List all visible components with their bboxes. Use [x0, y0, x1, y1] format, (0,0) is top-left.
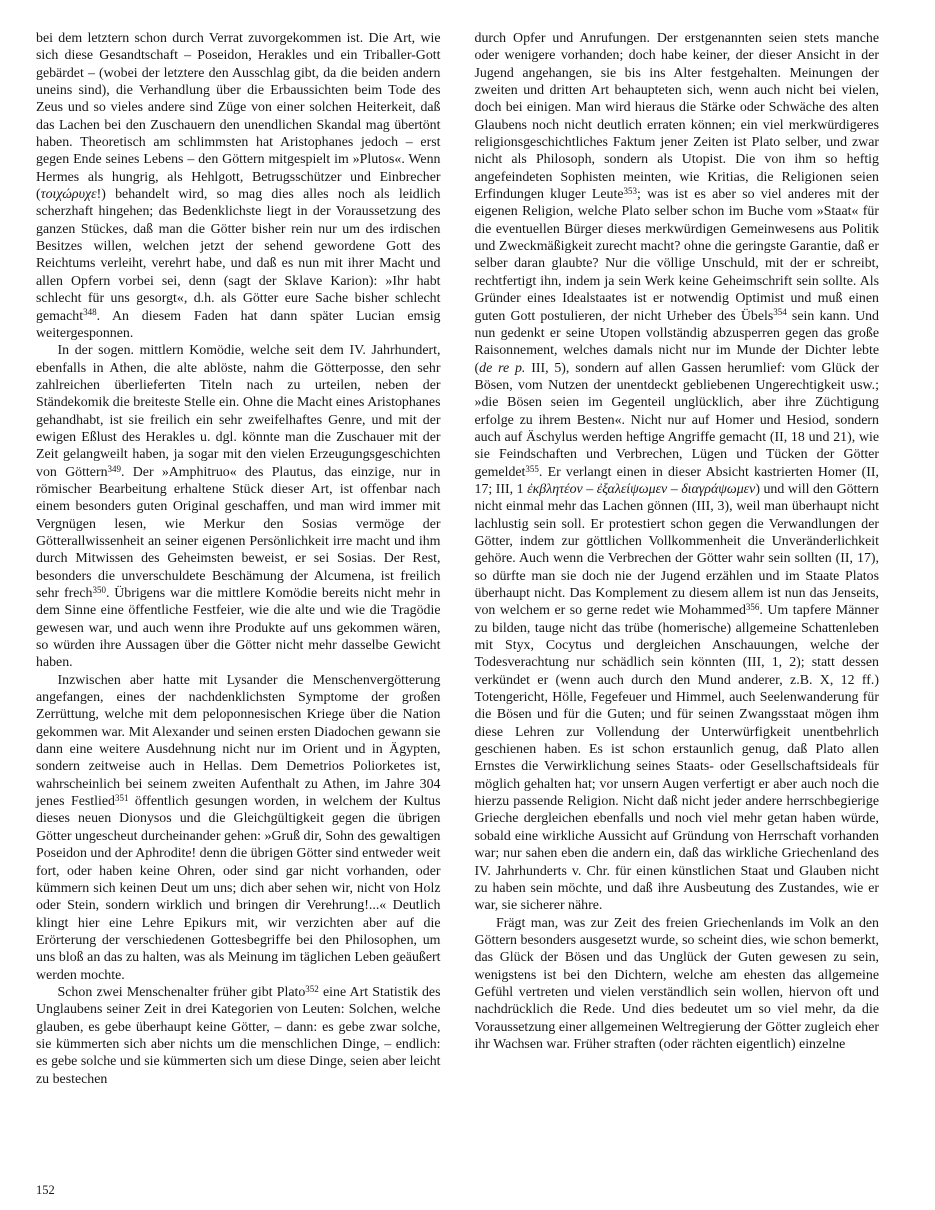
footnote-ref: 355: [525, 463, 539, 474]
footnote-ref: 351: [114, 793, 129, 804]
emphasis-text: de re p.: [479, 360, 526, 376]
paragraph: Schon zwei Menschenalter früher gibt Plato$^{352}$ eine Art Statistik des Unglaubens seiner Zeit in drei Kategorien von Leuten: Solchen, welche glauben, es gebe überhaupt keine Götter, – dann: es gebe zwar solche, sie kümmerten sich aber nichts um die menschlichen Dinge, – endlich: es gebe solche und sie kümmerten sich um diese Dinge, seien aber leicht zu bestechen: [36, 983, 441, 1087]
paragraph: bei dem letztern schon durch Verrat zuvorgekommen ist. Die Art, wie sich diese Gesandtschaft – Poseidon, Herakles und ein Triballer-Gott gebärdet – (wobei der letztere den Ausschlag gibt, da die beiden andern uneins sind), die Verhandlung über die Erbaussichten beim Tode des Zeus und so vieles andere sind Züge von einer solchen Heiterkeit, daß das Lachen bei den Zuschauern den unendlichen Skandal mag übertönt haben. Theoretisch am schlimmsten hat Aristophanes jedoch – erst gegen Ende seines Lebens – den Göttern mitgespielt im »Plutos«. Wenn Hermes als hungrig, als Hehlgott, Betrugsschützer und Einbrecher (τοιχώρυχε!) behandelt wird, so mag dies alles noch als leidlich scherzhaft hingehen; das Bedenklichste liegt in der Voraussetzung des ganzen Stückes, daß man die Götter bisher rein nur um des irdischen Besitzes willen, welchen jetzt der sehend gewordene Gott des Reichtums verleiht, verehrt habe, und daß es nun mit ihrer Macht und allen Opfern vorbei sei, denn (sagt der Sklave Karion): »Ihr habt schlecht für uns gesorgt«, d.h. als Götter eure Sache bisher schlecht gemacht$^{348}$. An diesem Faden hat dann später Lucian emsig weitergesponnen.: [36, 31, 441, 341]
footnote-ref: 356: [745, 602, 760, 613]
footnote-ref: 354: [773, 307, 787, 318]
page-number: 152: [36, 1183, 55, 1197]
paragraph: Inzwischen aber hatte mit Lysander die Menschenvergötterung angefangen, eines der nachdenklichsten Symptome der großen Zerrüttung, welche mit dem peloponnesischen Kriege über die Nation gekommen war. Mit Alexander und seinen ersten Diadochen gewann sie dann eine weitere Ausdehnung nicht nur im Orient und in Ägypten, sondern zeitweise auch in Hellas. Dem Demetrios Poliorketes ist, wahrscheinlich bei seinem zweiten Aufenthalt zu Athen, im Jahre 304 jenes Festlied$^{351}$ öffentlich gesungen worden, in welchem der Kultus dieses neuen Dionysos und die Gleichgültigkeit gegen die übrigen Götter ungescheut durcheinander gehen: »Gruß dir, Sohn des gewaltigen Poseidon und der Aphrodite! denn die übrigen Götter sind entweder weit fort, oder haben keine Ohren, oder sind gar nicht vorhanden, oder kümmern sich keinen Deut um uns; dich aber sehen wir, nicht von Holz oder Stein, sondern wirklich und bringen dir Verehrung!...« Deutlich klingt hier eine Lehre Epikurs mit, wir verzichten aber auf die Erörterung der verschiedenen Gottesbegriffe bei den Philosophen, um uns bloß an das zu halten, was als Meinung im täglichen Leben geäußert werden mochte.: [36, 672, 441, 983]
paragraph: durch Opfer und Anrufungen. Der erstgenannten seien stets manche oder wenigere vorhanden; doch habe keiner, der dieser Ansicht in der Jugend angehangen, sie bis ins Alter festgehalten. Meinungen der zweiten und dritten Art behaupteten sich, wenn auch nicht bei vielen, doch bei einigen. Man wird hieraus die Stärke oder Schwäche des alten Glaubens noch nicht deutlich erraten können; ein viel merkwürdigeres religionsgeschichtliches Faktum jener Zeiten ist Plato selber, und zwar nicht als Philosoph, sondern als Utopist. Die von ihm so heftig angefeindeten Sophisten meinten, wie Kritias, die Religionen seien Erfindungen kluger Leute$^{353}$; was ist es aber so viel anderes mit der eigenen Religion, welche Plato selber schon im Buche vom »Staat« für die eventuellen Bürger dieses merkwürdigen Gemeinwesens aus Politik und Zweckmäßigkeit zurecht macht? ohne die geringste Garantie, daß er selber daran glaubte? Nur die völlige Unschuld, mit der er schreibt, rechtfertigt ihn, indem ja sein Werk keine Geheimschrift sein sollte. Als Gründer eines Idealstaates ist er notwendig Optimist und muß einen guten Gott postulieren, der nicht Urheber des Übels$^{354}$ sein kann. Und nun gedenkt er seine Utopen vollständig abzusperren gegen das große Raisonnement, welches damals nicht nur im Munde der Dichter lebte (de re p. III, 5), sondern auf allen Gassen herumlief: vom Glück der Bösen, vom Nutzen der unentdeckt gebliebenen Ungerechtigkeit usw.; »die Bösen seien im Gegenteil unglücklich, aber ihre Züchtigung erfolge zu ihrem Besten«. Nicht nur auf Homer und Hesiod, sondern auch auf Äschylus werden heftige Angriffe gemacht (II, 18 und 21), wie sie Feindschaften und Verbrechen, Lügen und Tücken der Götter gemeldet$^{355}$. Er verlangt einen in dieser Absicht kastrierten Homer (II, 17; III, 1 ἐκβλητέον – ἐξαλείψωμεν – διαγράψωμεν) und will den Göttern nicht einmal mehr das Lachen gönnen (III, 3), weil man überhaupt nicht lachlustig sein soll. Er protestiert schon gegen die Verwandlungen der Götter, indem zur göttlichen Vollkommenheit die Unveränderlichkeit gehöre. Auch wenn die Verbrechen der Götter wahr sein sollten (II, 17), so dürfte man sie doch nie der Jugend erzählen und im Staate Platos überhaupt nicht. Das Komplement zu diesem allem ist nun das Jenseits, von welchem er so gerne redet wie Mohammed$^{356}$. Um tapfere Männer zu bilden, tauge nicht das trübe (homerische) allgemeine Schattenleben mit Styx, Cocytus und dergleichen Anschauungen, welche der Todesverachtung nur schädlich sein könnten (III, 1, 2); statt dessen verkündet er (wenn auch durch den Mund anderer, z.B. X, 12 ff.) Totengericht, Hölle, Fegefeuer und Himmel, auch Seelenwanderung für die Bösen und für die Guten; und für seinen Zwangsstaat mögen ihm diese Lehren zur Vollendung der Unterwürfigkeit unentbehrlich geschienen haben. Es ist schon erstaunlich genug, daß Plato allen Ernstes die Verwirklichung seines Staats- oder Gesellschaftsideals für möglich gehalten hat; vor unsern Augen verfertigt er aber auch noch die hierzu passende Religion. Nicht daß nicht jeder andere herrschbegierige Grieche dergleichen ebenfalls und noch viel mehr getan haben würde, sobald eine wirkliche Aussicht auf Gründung von Herrschaft vorhanden war; nur sahen eben die andern ein, daß das wirkliche Griechenland des IV. Jahrhunderts v. Chr. für einen künstlichen Staat und Glauben nicht zu haben sein möchte, und daß ihre Ausbeutung des Zustandes, wie er war, sie sicherer nähre.: [474, 31, 880, 914]
emphasis-text: τοιχώρυχε: [40, 187, 97, 203]
text-column-right: [475, 30, 880, 1088]
footnote-ref: 349: [107, 463, 122, 474]
footnote-ref: 352: [305, 983, 319, 994]
text-column-left: [36, 30, 441, 1088]
footnote-ref: 348: [83, 307, 97, 318]
footnote-ref: 350: [92, 584, 106, 595]
footnote-ref: 353: [623, 186, 637, 197]
paragraph: In der sogen. mittlern Komödie, welche seit dem IV. Jahrhundert, ebenfalls in Athen, die alte ablöste, nahm die Götterposse, den sehr zahlreichen überlieferten Titeln nach zu urteilen, neben der Ständekomik die breiteste Stelle ein. Ohne die Macht eines Aristophanes gehandhabt, ist sie freilich ein sehr zweifelhaftes Genre, und mit der ewigen Eßlust des Herakles u. dgl. könnte man die Zuschauer mit der Zeit gelangweilt haben, ja sogar mit den vielen Erzeugungsgeschichten von Göttern$^{349}$. Der »Amphitruo« des Plautus, das einzige, nur in römischer Bearbeitung erhaltene Stück dieser Art, ist offenbar nach einem besonders guten Original geschaffen, und man wird immer mit Vergnügen lesen, wie Merkur den Sosias vermöge der Götterallwissenheit an seiner eigenen Persönlichkeit irre macht und ihm durch Mitwissen des Geheimsten beweist, er sei Sosias. Der Rest, besonders die unverschuldete Beschämung der Alcumena, ist freilich sehr frech$^{350}$. Übrigens war die mittlere Komödie bereits nicht mehr in dem Sinne eine öffentliche Festfeier, wie die alte und wie die Tragödie gewesen war, und auch wenn ihre Produkte auf uns gekommen wären, so würden ihre Aussagen über die Götter nicht mehr dasselbe Gewicht haben.: [36, 343, 441, 671]
paragraph: Frägt man, was zur Zeit des freien Griechenlands im Volk an den Göttern besonders ausgesetzt wurde, so scheint dies, wie schon bemerkt, das Glück der Bösen und das Unglück der Guten gewesen zu sein, wenigstens ist bei den Dichtern, welche am ehesten das allgemeine Gefühl vertreten und vielen verständlich sein wollen, hiervon oft und nachdrücklich die Rede. Und dies bedeutet um so viel mehr, da die Voraussetzung einer allgemeinen Weltregierung der Götter zugleich eher ihr Wachsen war. Früher straften (oder rächten eigentlich) einzelne: [474, 915, 879, 1052]
emphasis-text: ἐκβλητέον – ἐξαλείψωμεν – διαγράψωμεν: [527, 481, 756, 497]
two-column-text-layout: [36, 30, 879, 1088]
